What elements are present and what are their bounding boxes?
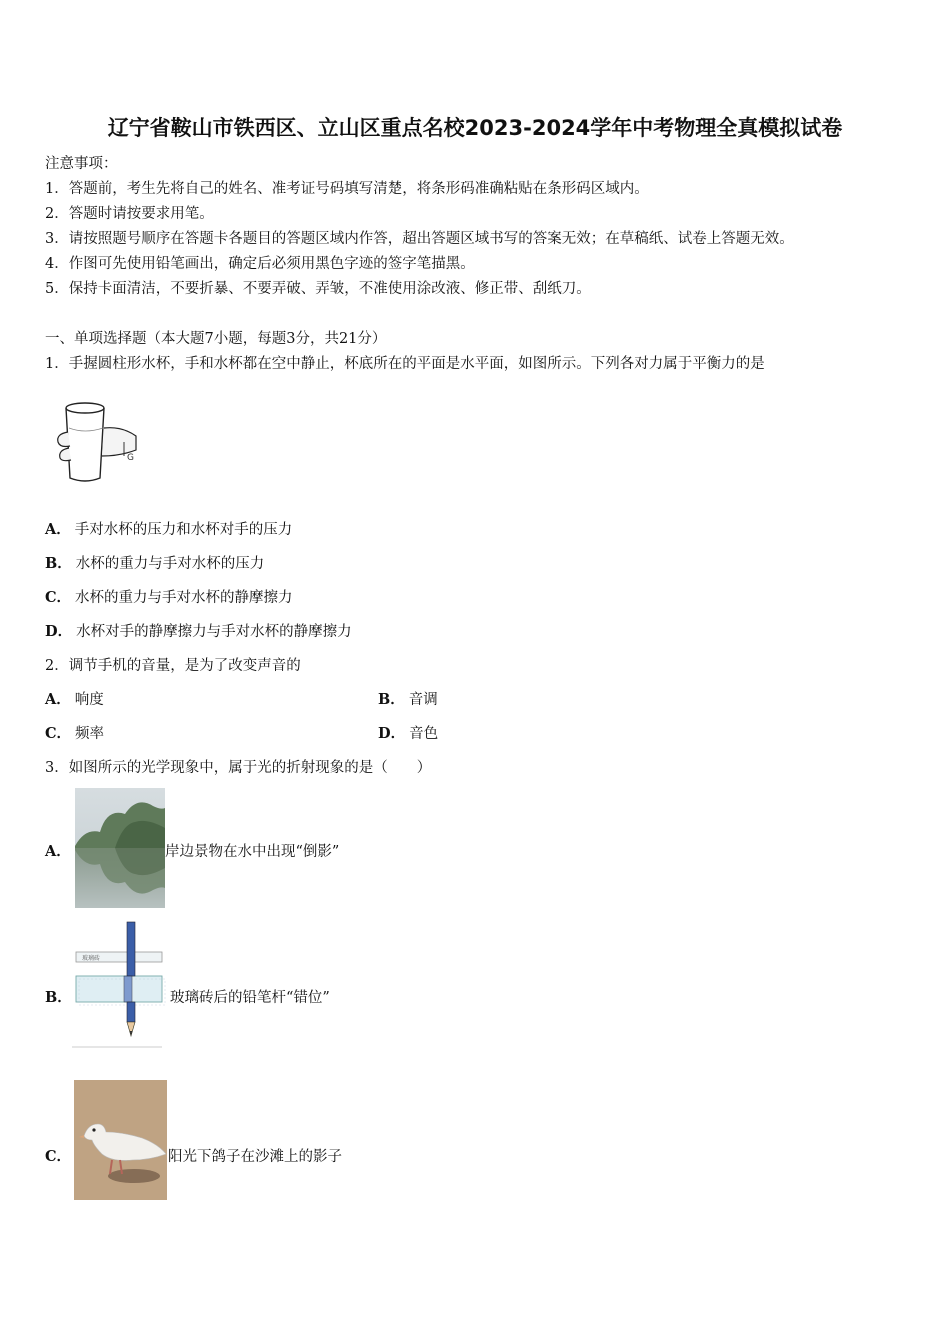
notice-item-1: 1．答题前，考生先将自己的姓名、准考证号码填写清楚，将条形码准确粘贴在条形码区域内。 <box>45 181 649 197</box>
question-2-option-a <box>45 688 104 709</box>
option-text: 音调 <box>408 692 438 708</box>
option-label: C． <box>45 589 72 606</box>
glass-block-label: 玻璃砖 <box>82 955 101 962</box>
gravity-label: G <box>127 453 134 463</box>
option-label: A． <box>45 691 71 708</box>
option-text: 手对水杯的压力和水杯对手的压力 <box>74 522 293 538</box>
notice-item-5: 5．保持卡面清洁，不要折暴、不要弄破、弄皱，不准使用涂改液、修正带、刮纸刀。 <box>45 281 591 297</box>
question-3-option-a-text: 岸边景物在水中出现“倒影” <box>165 844 340 860</box>
pencil-behind-glass-figure <box>72 918 167 1050</box>
notice-item-4: 4．作图可先使用铅笔画出，确定后必须用黑色字迹的签字笔描黑。 <box>45 256 475 272</box>
question-2-option-d <box>378 722 438 743</box>
option-label: B． <box>378 691 405 708</box>
option-text: 音色 <box>409 726 439 742</box>
question-1-option-d <box>45 620 352 641</box>
question-2-stem: 2．调节手机的音量，是为了改变声音的 <box>45 658 301 674</box>
question-3-option-c-label <box>45 1145 75 1166</box>
lake-reflection-photo <box>75 788 165 908</box>
question-3-option-a-label <box>45 840 75 861</box>
option-label: D． <box>378 725 406 742</box>
option-text: 水杯的重力与手对水杯的静摩擦力 <box>75 590 293 606</box>
option-text: 响度 <box>74 692 104 708</box>
option-label: A． <box>45 843 71 860</box>
question-2-option-b <box>378 688 438 709</box>
option-label: C． <box>45 725 72 742</box>
notice-item-3: 3．请按照题号顺序在答题卡各题目的答题区域内作答，超出答题区域书写的答案无效；在草稿纸、试卷上答题无效。 <box>45 231 794 247</box>
question-1-option-a <box>45 518 292 539</box>
option-label: A． <box>45 521 71 538</box>
question-1-stem: 1．手握圆柱形水杯，手和水杯都在空中静止，杯底所在的平面是水平面，如图所示。下列各对力属于平衡力的是 <box>45 356 765 372</box>
notice-heading: 注意事项： <box>45 156 118 172</box>
option-text: 水杯的重力与手对水杯的压力 <box>75 556 265 572</box>
question-1-option-c <box>45 586 293 607</box>
option-text: 水杯对手的静摩擦力与手对水杯的静摩擦力 <box>76 624 352 640</box>
question-3-option-c-text: 阳光下鸽子在沙滩上的影子 <box>168 1149 342 1165</box>
option-label: B． <box>45 989 72 1006</box>
pigeon-shadow-photo <box>74 1080 167 1200</box>
question-2-option-c <box>45 722 104 743</box>
option-label: B． <box>45 555 72 572</box>
option-label: C． <box>45 1148 72 1165</box>
exam-title: 辽宁省鞍山市铁西区、立山区重点名校2023-2024学年中考物理全真模拟试卷 <box>107 116 843 140</box>
notice-item-2: 2．答题时请按要求用笔。 <box>45 206 214 222</box>
option-text: 频率 <box>75 726 105 742</box>
question-3-option-b-text: 玻璃砖后的铅笔杆“错位” <box>170 990 330 1006</box>
question-3-stem: 3．如图所示的光学现象中，属于光的折射现象的是（ ） <box>45 760 432 776</box>
hand-holding-cup-figure <box>52 398 142 488</box>
option-label: D． <box>45 623 73 640</box>
section-heading: 一、单项选择题（本大题7小题，每题3分，共21分） <box>45 331 387 347</box>
question-1-option-b <box>45 552 264 573</box>
